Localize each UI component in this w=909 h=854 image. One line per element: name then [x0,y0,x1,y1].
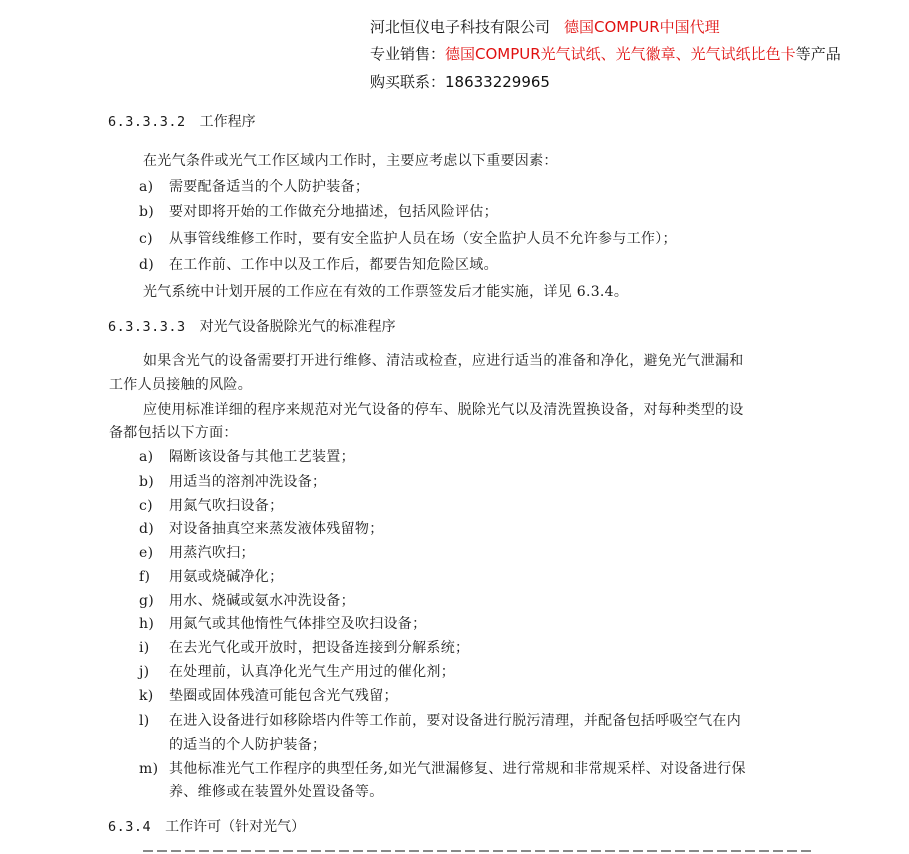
sales-label: 专业销售： [370,45,446,63]
list-item [139,590,355,610]
section-heading [108,316,396,336]
list-item [139,566,283,586]
list-item [139,254,498,274]
list-item [139,471,326,491]
list-item-text: 需要配备适当的个人防护装备； [169,179,370,195]
list-item-text: 在去光气化或开放时，把设备连接到分解系统； [169,640,470,656]
list-item-text: 对设备抽真空来蒸发液体残留物； [169,521,384,537]
paragraph-line: 备都包括以下方面： [109,425,238,441]
list-marker: m) [139,761,159,777]
list-item-text: 在工作前、工作中以及工作后，都要告知危险区域。 [169,257,498,273]
clipped-text-line [143,848,813,854]
section-heading [108,816,305,836]
section-heading [108,111,256,131]
list-item [139,661,455,681]
list-marker: d) [139,257,155,273]
list-item-text: 用适当的溶剂冲洗设备； [169,474,327,490]
list-item-continuation: 的适当的个人防护装备； [169,737,327,753]
list-marker: c) [139,231,153,247]
list-marker: d) [139,521,155,537]
section-title: 工作许可（针对光气） [165,819,306,835]
list-item-text: 用氮气或其他惰性气体排空及吹扫设备； [169,616,427,632]
paragraph-line: 如果含光气的设备需要打开进行维修、清洁或检查，应进行适当的准备和净化，避免光气泄漏和 [143,353,744,369]
list-marker: j) [139,664,150,680]
list-item [139,518,384,538]
list-item [139,685,398,705]
list-marker: a) [139,179,154,195]
list-item-text: 隔断该设备与其他工艺装置； [169,449,355,465]
section-number: 6.3.3.3.3 [108,319,186,335]
list-item [139,758,746,778]
list-marker: i) [139,640,150,656]
list-item-text: 要对即将开始的工作做充分地描述，包括风险评估； [169,204,498,220]
sales-suffix: 等产品 [795,45,841,63]
list-item-text: 用氨或烧碱净化； [169,569,284,585]
list-item [139,710,741,730]
list-item-text: 在处理前，认真净化光气生产用过的催化剂； [169,664,455,680]
header-line-contact: 购买联系：18633229965 [370,73,550,91]
list-marker: k) [139,688,154,704]
company-name: 河北恒仪电子科技有限公司 [370,18,551,36]
list-item-text: 用蒸汽吹扫； [169,545,255,561]
list-item-text: 其他标准光气工作程序的典型任务,如光气泄漏修复、进行常规和非常规采样、对设备进行保 [169,761,746,777]
paragraph: 光气系统中计划开展的工作应在有效的工作票签发后才能实施，详见 6.3.4。 [143,284,629,300]
list-marker: c) [139,498,153,514]
list-marker: h) [139,616,155,632]
list-item [139,542,255,562]
agent-label: 德国COMPUR中国代理 [564,18,720,36]
list-item [139,201,498,221]
list-marker: a) [139,449,154,465]
list-item [139,613,426,633]
header-line-sales [370,43,841,64]
list-item-text: 垫圈或固体残渣可能包含光气残留； [169,688,398,704]
list-item [139,446,355,466]
section-number: 6.3.4 [108,819,152,835]
list-marker: l) [139,713,150,729]
list-item [139,228,677,248]
list-item [139,176,369,196]
section-number: 6.3.3.3.2 [108,114,186,130]
header-line-company [370,16,720,37]
list-item-text: 用水、烧碱或氨水冲洗设备； [169,593,355,609]
section-title: 工作程序 [199,114,256,130]
list-item [139,495,283,515]
list-item-continuation: 养、维修或在装置外处置设备等。 [169,784,384,800]
list-marker: e) [139,545,154,561]
paragraph: 在光气条件或光气工作区域内工作时，主要应考虑以下重要因素： [143,153,558,169]
sales-products: 德国COMPUR光气试纸、光气徽章、光气试纸比色卡 [445,45,796,63]
list-marker: b) [139,204,155,220]
list-item-text: 在进入设备进行如移除塔内件等工作前，要对设备进行脱污清理，并配备包括呼吸空气在内 [169,713,741,729]
list-marker: b) [139,474,155,490]
list-item-text: 用氮气吹扫设备； [169,498,284,514]
list-item-text: 从事管线维修工作时，要有安全监护人员在场（安全监护人员不允许参与工作）； [169,231,677,247]
paragraph-line: 工作人员接触的风险。 [109,377,252,393]
paragraph-line: 应使用标准详细的程序来规范对光气设备的停车、脱除光气以及清洗置换设备，对每种类型的设 [143,402,744,418]
list-marker: f) [139,569,151,585]
list-item [139,637,469,657]
section-title: 对光气设备脱除光气的标准程序 [199,319,396,335]
list-marker: g) [139,593,155,609]
